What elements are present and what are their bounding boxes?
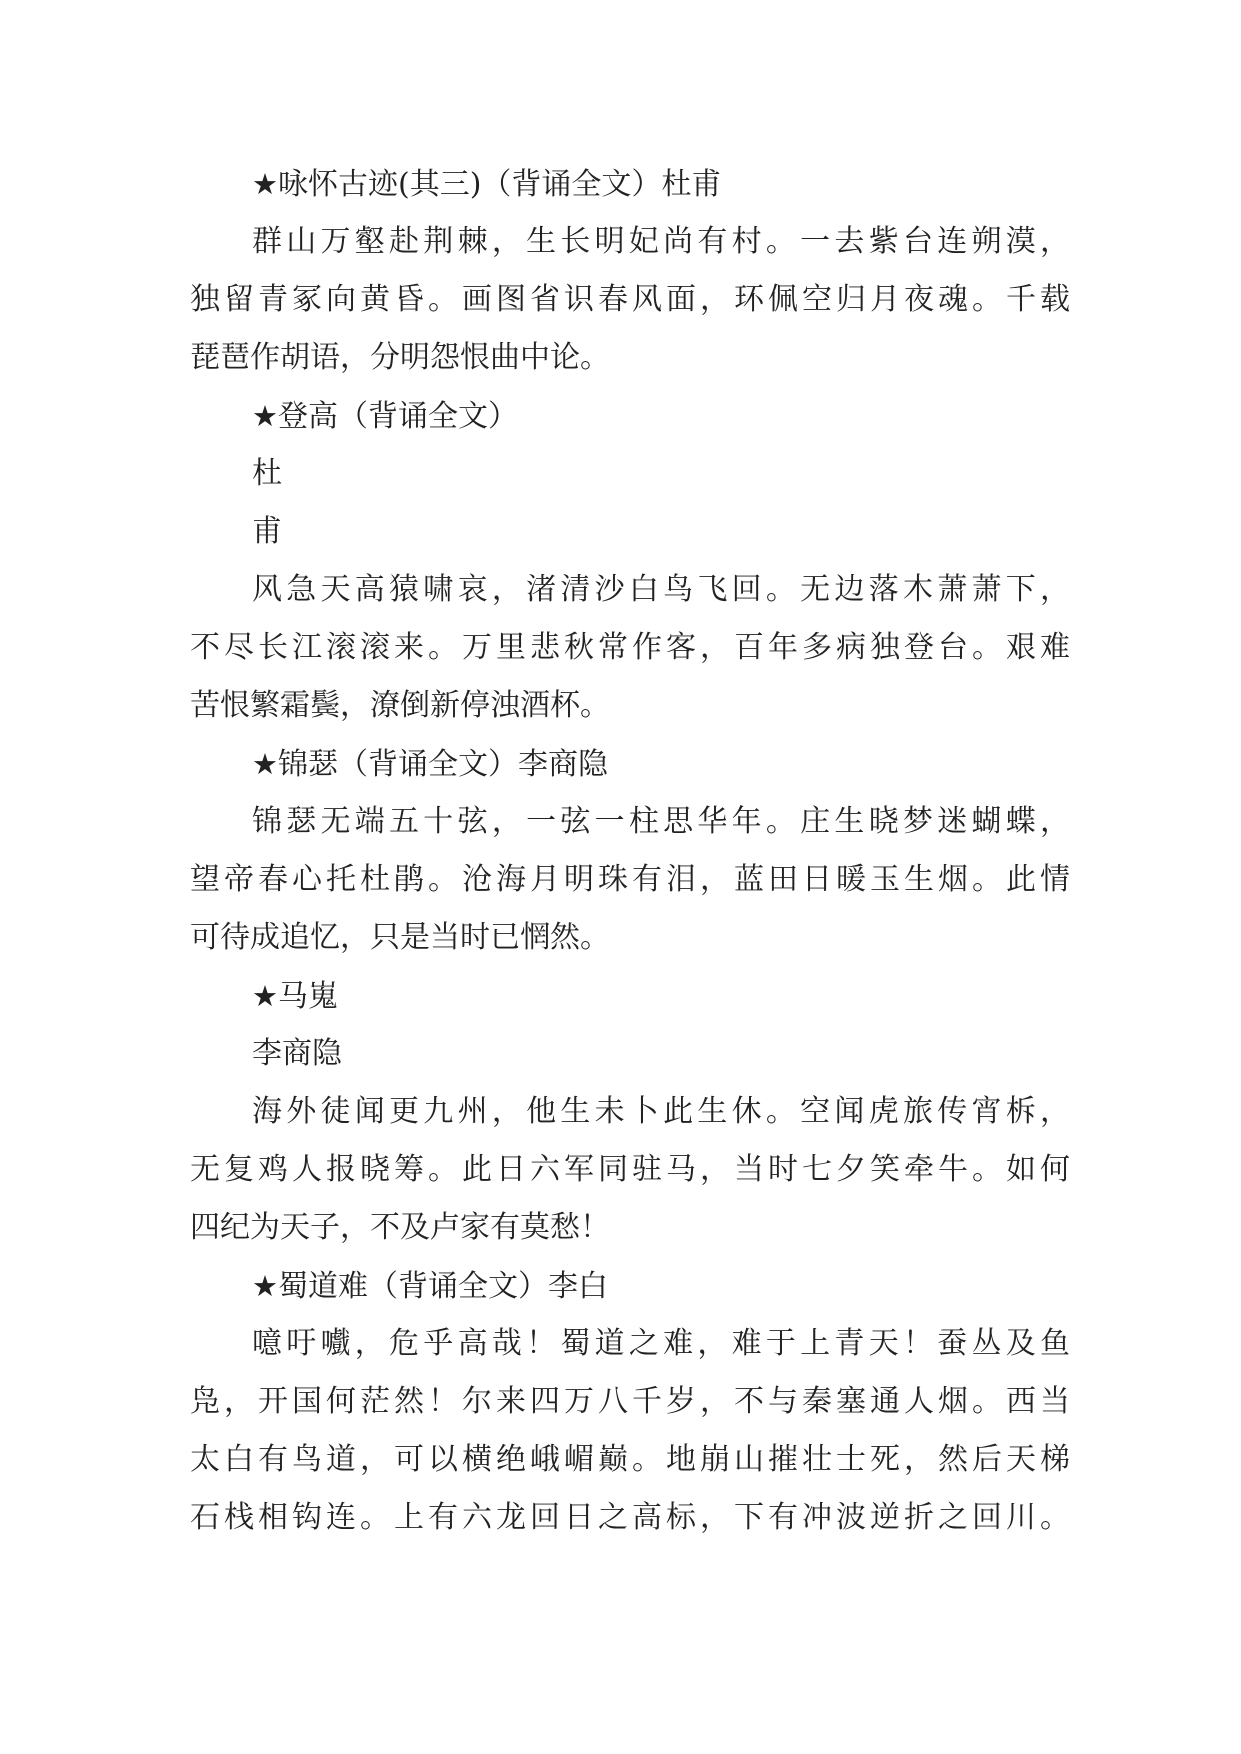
poem-line: 风急天高猿啸哀，渚清沙白鸟飞回。无边落木萧萧下， bbox=[252, 572, 1070, 607]
poem-line: 锦瑟无端五十弦，一弦一柱思华年。庄生晓梦迷蝴蝶， bbox=[252, 804, 1070, 839]
poem-heading-shudaonan bbox=[190, 1257, 1070, 1315]
poem-heading-denggao bbox=[190, 387, 1070, 445]
poem-author: 李商隐 bbox=[252, 1036, 342, 1071]
poem-author-part: 甫 bbox=[252, 514, 282, 549]
poem-title: 咏怀古迹(其三)（背诵全文）杜甫 bbox=[278, 167, 722, 202]
star-icon: ★ bbox=[252, 167, 278, 201]
poem-line: 太白有鸟道，可以横绝峨嵋巅。地崩山摧壮士死，然后天梯 bbox=[190, 1442, 1070, 1477]
poem-title: 锦瑟（背诵全文）李商隐 bbox=[278, 747, 608, 782]
poem-author-part: 杜 bbox=[252, 456, 282, 491]
poem-heading-yonghuai bbox=[190, 155, 1070, 213]
poem-line: 可待成追忆，只是当时已惘然。 bbox=[190, 920, 610, 955]
poem-heading-mawei bbox=[190, 967, 1070, 1025]
poem-line: 四纪为天子，不及卢家有莫愁！ bbox=[190, 1210, 610, 1245]
document-body bbox=[190, 155, 1070, 1547]
poem-line: 苦恨繁霜鬓，潦倒新停浊酒杯。 bbox=[190, 688, 610, 723]
star-icon: ★ bbox=[252, 979, 278, 1013]
star-icon: ★ bbox=[252, 399, 278, 433]
poem-title: 登高（背诵全文） bbox=[278, 399, 518, 434]
poem-line: 群山万壑赴荆棘，生长明妃尚有村。一去紫台连朔漠， bbox=[252, 224, 1070, 259]
star-icon: ★ bbox=[252, 747, 278, 781]
poem-title: 马嵬 bbox=[278, 979, 338, 1014]
poem-line: 不尽长江滚滚来。万里悲秋常作客，百年多病独登台。艰难 bbox=[190, 630, 1070, 665]
poem-line: 石栈相钩连。上有六龙回日之高标，下有冲波逆折之回川。 bbox=[190, 1500, 1070, 1535]
poem-line: 琵琶作胡语，分明怨恨曲中论。 bbox=[190, 340, 610, 375]
poem-line: 无复鸡人报晓筹。此日六军同驻马，当时七夕笑牵牛。如何 bbox=[190, 1152, 1070, 1187]
poem-title: 蜀道难（背诵全文）李白 bbox=[278, 1269, 608, 1304]
poem-line: 噫吁嚱，危乎高哉！蜀道之难，难于上青天！蚕丛及鱼 bbox=[252, 1326, 1070, 1361]
poem-line: 独留青冢向黄昏。画图省识春风面，环佩空归月夜魂。千载 bbox=[190, 282, 1070, 317]
poem-line: 望帝春心托杜鹃。沧海月明珠有泪，蓝田日暖玉生烟。此情 bbox=[190, 862, 1070, 897]
poem-line: 凫，开国何茫然！尔来四万八千岁，不与秦塞通人烟。西当 bbox=[190, 1384, 1070, 1419]
poem-line: 海外徒闻更九州，他生未卜此生休。空闻虎旅传宵柝， bbox=[252, 1094, 1070, 1129]
poem-heading-jinse bbox=[190, 735, 1070, 793]
star-icon: ★ bbox=[252, 1269, 278, 1303]
